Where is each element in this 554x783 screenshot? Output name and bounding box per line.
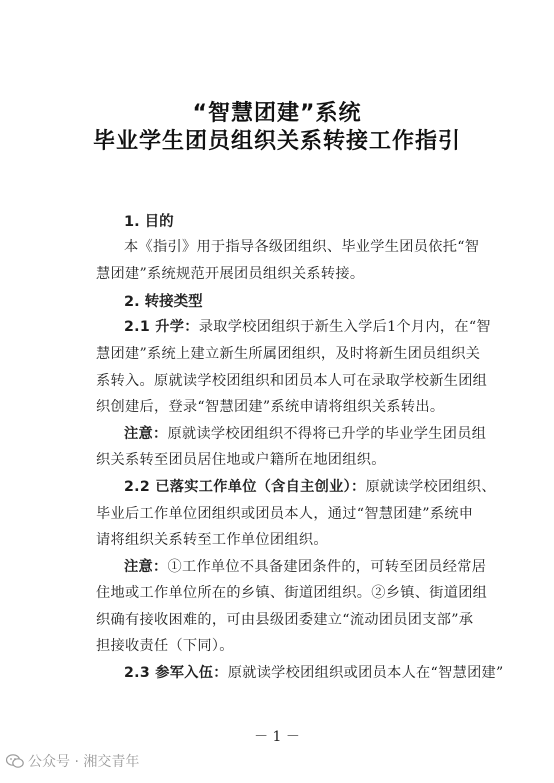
section-2-1-label: 2.1 升学： — [124, 319, 199, 335]
section-1-heading: 1. 目的 — [124, 214, 174, 230]
section-2-2-line — [124, 476, 496, 496]
wechat-icon — [6, 754, 24, 768]
page-number: － 1 － — [254, 729, 300, 745]
section-1-line: 慧团建”系统规范开展团员组织关系转接。 — [96, 266, 365, 282]
section-1-line: 本《指引》用于指导各级团组织、毕业学生团员依托“智 — [124, 239, 480, 255]
section-2-2-text: 原就读学校团组织、 — [365, 479, 496, 495]
section-2-2-line: 毕业后工作单位团组织或团员本人，通过“智慧团建”系统申 — [96, 506, 474, 522]
note-2-label: 注意： — [124, 559, 168, 575]
section-2-1-line: 系转入。原就读学校团组织和团员本人可在录取学校新生团组 — [96, 373, 488, 389]
note-2-line — [124, 556, 486, 576]
section-2-1-line: 慧团建”系统上建立新生所属团组织，及时将新生团员组织关 — [96, 346, 481, 362]
doc-title-line2: 毕业学生团员组织关系转接工作指引 — [92, 129, 461, 154]
doc-title-line1: “智慧团建”系统 — [192, 101, 362, 126]
note-2-line: 担接收责任（下同）。 — [96, 638, 234, 654]
section-2-1-text: 录取学校团组织于新生入学后1个月内，在“智 — [198, 319, 491, 335]
section-2-3-text: 原就读学校团组织或团员本人在“智慧团建” — [227, 665, 504, 681]
section-2-heading: 2. 转接类型 — [124, 294, 203, 310]
section-2-1-line: 织创建后，登录“智慧团建”系统申请将组织关系转出。 — [96, 399, 445, 415]
note-1-line — [124, 423, 486, 443]
note-1-label: 注意： — [124, 426, 168, 442]
section-2-3-line — [124, 662, 504, 682]
note-1-text: 原就读学校团组织不得将已升学的毕业学生团员组 — [167, 426, 487, 442]
note-2-line: 织确有接收困难的，可由县级团委建立“流动团员团支部”承 — [96, 612, 474, 628]
note-2-text: ①工作单位不具备建团条件的，可转至团员经常居 — [167, 559, 487, 575]
section-2-2-line: 请将组织关系转至工作单位团组织。 — [96, 532, 328, 548]
section-2-3-label: 2.3 参军入伍： — [124, 665, 228, 681]
note-2-line: 住地或工作单位所在的乡镇、街道团组织。②乡镇、街道团组 — [96, 585, 488, 601]
watermark — [6, 751, 139, 771]
section-2-1-line — [124, 316, 491, 336]
section-2-2-label: 2.2 已落实工作单位（含自主创业）： — [124, 479, 366, 495]
watermark-text: 公众号 · 湘交青年 — [28, 754, 140, 770]
note-1-line: 织关系转至团员居住地或户籍所在地团组织。 — [96, 452, 386, 468]
